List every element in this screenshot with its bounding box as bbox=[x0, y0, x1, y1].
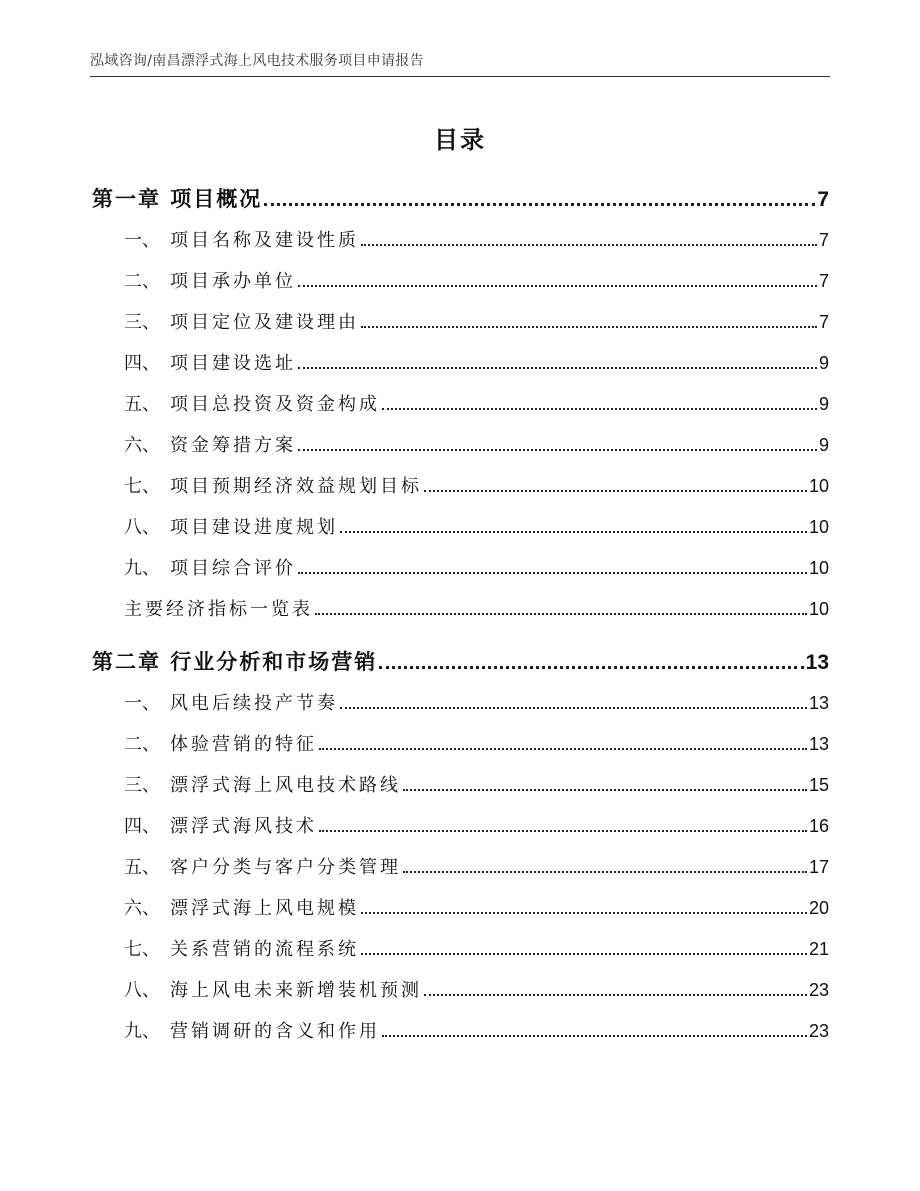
toc-entry-number: 五、 bbox=[124, 857, 160, 878]
toc-entry-number: 八、 bbox=[124, 517, 160, 538]
toc-entry-number: 四、 bbox=[124, 816, 160, 837]
toc-entry-label: 第一章 项目概况 bbox=[92, 187, 263, 211]
toc-page-number: 10 bbox=[808, 476, 829, 496]
toc-entry-number: 一、 bbox=[124, 230, 160, 251]
toc-section-entry[interactable] bbox=[92, 390, 829, 416]
toc-entry-number: 三、 bbox=[124, 312, 160, 333]
toc-section-entry[interactable] bbox=[92, 853, 829, 879]
toc-entry-label: 漂浮式海风技术 bbox=[170, 816, 317, 837]
toc-entry-label: 漂浮式海上风电技术路线 bbox=[170, 775, 401, 796]
toc-dot-leader bbox=[424, 477, 807, 492]
toc-section-entry[interactable] bbox=[92, 771, 829, 797]
toc-entry-label: 项目总投资及资金构成 bbox=[170, 394, 380, 415]
toc-entry-label: 主要经济指标一览表 bbox=[124, 599, 313, 620]
toc-dot-leader bbox=[361, 940, 807, 955]
toc-entry-number: 六、 bbox=[124, 435, 160, 456]
toc-page-number: 9 bbox=[818, 353, 829, 373]
toc-entry-label: 项目综合评价 bbox=[170, 558, 296, 579]
toc-page-number: 21 bbox=[808, 939, 829, 959]
toc-section-entry[interactable] bbox=[92, 349, 829, 375]
toc-section-entry[interactable] bbox=[92, 812, 829, 838]
toc-dot-leader bbox=[361, 313, 817, 328]
toc-page-number: 10 bbox=[808, 517, 829, 537]
toc-dot-leader bbox=[382, 395, 817, 410]
toc-entry-number: 二、 bbox=[124, 271, 160, 292]
toc-dot-leader bbox=[319, 735, 807, 750]
toc-dot-leader bbox=[379, 651, 803, 669]
toc-section-entry[interactable] bbox=[92, 554, 829, 580]
toc-entry-number: 三、 bbox=[124, 775, 160, 796]
toc-section-entry[interactable] bbox=[92, 472, 829, 498]
toc-dot-leader bbox=[424, 981, 807, 996]
toc-section-entry[interactable] bbox=[92, 267, 829, 293]
page-header: 泓域咨询/南昌漂浮式海上风电技术服务项目申请报告 bbox=[90, 53, 424, 69]
toc-page-number: 16 bbox=[808, 816, 829, 836]
toc-page-number: 7 bbox=[818, 312, 829, 332]
toc-entry-number: 七、 bbox=[124, 476, 160, 497]
toc-dot-leader bbox=[315, 600, 807, 615]
toc-entry-label: 项目建设进度规划 bbox=[170, 517, 338, 538]
toc-entry-number: 六、 bbox=[124, 898, 160, 919]
toc-page-number: 23 bbox=[808, 980, 829, 1000]
toc-page-number: 10 bbox=[808, 599, 829, 619]
toc-entry-label: 客户分类与客户分类管理 bbox=[170, 857, 401, 878]
toc-dot-leader bbox=[361, 231, 817, 246]
toc-entry-number: 五、 bbox=[124, 394, 160, 415]
toc-entry-label: 海上风电未来新增装机预测 bbox=[170, 980, 422, 1001]
toc-page-number: 13 bbox=[808, 734, 829, 754]
toc-dot-leader bbox=[361, 899, 807, 914]
toc-page-number: 13 bbox=[808, 693, 829, 713]
toc-entry-label: 体验营销的特征 bbox=[170, 734, 317, 755]
toc-entry-number: 九、 bbox=[124, 1021, 160, 1042]
toc-title: 目录 bbox=[434, 126, 486, 154]
toc-entry-number: 四、 bbox=[124, 353, 160, 374]
toc-entry-number: 一、 bbox=[124, 693, 160, 714]
toc-page-number: 15 bbox=[808, 775, 829, 795]
toc-section-entry[interactable] bbox=[92, 689, 829, 715]
toc-dot-leader bbox=[264, 188, 815, 206]
toc-entry-label: 风电后续投产节奏 bbox=[170, 693, 338, 714]
toc-entry-label: 项目定位及建设理由 bbox=[170, 312, 359, 333]
toc-page-number: 10 bbox=[808, 558, 829, 578]
toc-entry-label: 项目建设选址 bbox=[170, 353, 296, 374]
toc-section-entry[interactable] bbox=[92, 976, 829, 1002]
toc-dot-leader bbox=[403, 858, 807, 873]
toc-section-entry[interactable] bbox=[92, 595, 829, 621]
toc-dot-leader bbox=[298, 436, 817, 451]
toc-page-number: 7 bbox=[818, 271, 829, 291]
toc-section-entry[interactable] bbox=[92, 431, 829, 457]
toc-section-entry[interactable] bbox=[92, 730, 829, 756]
toc-section-entry[interactable] bbox=[92, 513, 829, 539]
toc-section-entry[interactable] bbox=[92, 308, 829, 334]
toc-section-entry[interactable] bbox=[92, 226, 829, 252]
header-rule bbox=[90, 76, 830, 77]
toc-dot-leader bbox=[340, 694, 807, 709]
toc-dot-leader bbox=[340, 518, 807, 533]
toc-entry-label: 项目承办单位 bbox=[170, 271, 296, 292]
toc-entry-label: 第二章 行业分析和市场营销 bbox=[92, 650, 378, 674]
toc-dot-leader bbox=[382, 1022, 807, 1037]
toc-entry-number: 七、 bbox=[124, 939, 160, 960]
toc-page-number: 9 bbox=[818, 394, 829, 414]
toc-entry-label: 关系营销的流程系统 bbox=[170, 939, 359, 960]
toc-dot-leader bbox=[319, 817, 807, 832]
toc-section-entry[interactable] bbox=[92, 894, 829, 920]
toc-entry-number: 九、 bbox=[124, 558, 160, 579]
toc-section-entry[interactable] bbox=[92, 935, 829, 961]
toc-entry-label: 项目名称及建设性质 bbox=[170, 230, 359, 251]
toc-dot-leader bbox=[298, 272, 817, 287]
toc-entry-label: 项目预期经济效益规划目标 bbox=[170, 476, 422, 497]
toc-page-number: 23 bbox=[808, 1021, 829, 1041]
toc-page-number: 9 bbox=[818, 435, 829, 455]
toc-dot-leader bbox=[298, 559, 807, 574]
toc-page-number: 20 bbox=[808, 898, 829, 918]
toc-entry-number: 八、 bbox=[124, 980, 160, 1001]
toc-page-number: 13 bbox=[805, 651, 829, 674]
toc-entry-label: 资金筹措方案 bbox=[170, 435, 296, 456]
toc-page-number: 17 bbox=[808, 857, 829, 877]
toc-dot-leader bbox=[403, 776, 807, 791]
toc-chapter-entry[interactable] bbox=[92, 646, 829, 676]
toc-section-entry[interactable] bbox=[92, 1017, 829, 1043]
toc-entry-number: 二、 bbox=[124, 734, 160, 755]
toc-page-number: 7 bbox=[818, 230, 829, 250]
toc-chapter-entry[interactable] bbox=[92, 183, 829, 213]
toc-entry-label: 漂浮式海上风电规模 bbox=[170, 898, 359, 919]
toc-page-number: 7 bbox=[817, 188, 829, 211]
toc-dot-leader bbox=[298, 354, 817, 369]
toc-entry-label: 营销调研的含义和作用 bbox=[170, 1021, 380, 1042]
